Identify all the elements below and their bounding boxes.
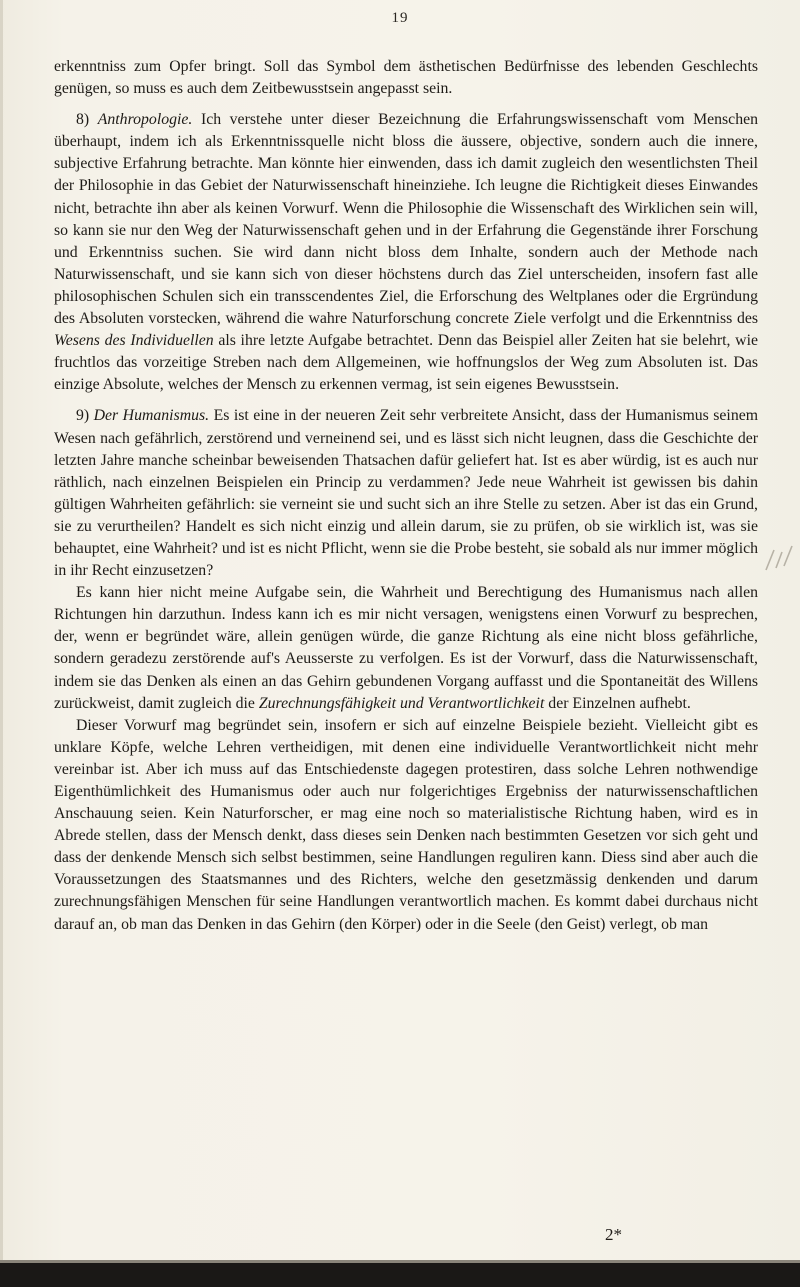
signature-mark: 2* [605,1225,622,1244]
page-edge-shadow [0,0,3,1287]
paragraph-section-9 [54,405,758,582]
paragraph-humanismus-task [54,582,758,715]
paragraph-section-8 [54,109,758,396]
humanismus-task-ending: der Einzelnen aufhebt. [548,694,691,712]
section-8-italic-phrase: Wesens des Individuellen [54,332,214,350]
section-8-lead: Ich verstehe unter dieser Bezeichnung die Erfahrungswissenschaft vom Menschen überhaupt, indem ich als Erkenntnissquelle nicht bloss [54,111,759,151]
page-number: 19 [391,10,409,26]
section-8-title: Anthropologie. [97,111,193,129]
body-text [54,56,758,936]
paragraph-intro: erkenntniss zum Opfer bringt. Soll das Symbol dem ästhetischen Bedürfnisse des lebenden Geschlechts genügen, so muss es auch dem Zeitbewusstsein angepasst sein. [54,58,758,98]
pencil-margin-mark [762,540,798,580]
section-9-number: 9) [76,407,90,425]
humanismus-task-body: Es kann hier nicht meine Aufgabe sein, die Wahrheit und Berechtigung des Humanismus nach allen Richtungen hin darzuthun. Indess kann ich es mir nicht versagen, wenigstens einen Vorwurf zu besprechen, der, wenn er begründet wäre, allein genügen würde, die ganze Richtung als eine nicht bloss gefährliche, sondern geradezu zerstörende auf's Aeusserste zu verfolgen. Es ist der Vorwurf, dass die Naturwissenschaft, indem sie das Denken als einen an das Gehirn gebundenen Vorgang auffasst und die Spontaneität des Willens zurückweist, damit zugleich die [54,584,758,712]
section-8-ending: als ihre letzte Aufgabe betrachtet. Denn das Beispiel aller Zeiten hat sie belehrt, wie fruchtlos das vorzeitige Streben nach dem Allgemeinen, wie hoffnungslos der Weg zum Absoluten ist. Das einzige Absolute, welches der Mensch zu erkennen vermag, ist sein eigenes Bewusstsein. [54,332,758,394]
section-9-title: Der Humanismus. [93,407,210,425]
section-8-number: 8) [76,111,90,129]
scan-bottom-edge [0,1263,800,1287]
paragraph-vorwurf: Dieser Vorwurf mag begründet sein, insofern er sich auf einzelne Beispiele bezieht. Vielleicht gibt es unklare Köpfe, welche Lehren vertheidigen, mit denen eine individuelle Verantwortlichkeit nicht mehr vereinbar ist. Aber ich muss auf das Entschiedenste dagegen protestiren, dass solche Lehren nothwendige Eigenthümlichkeit des Humanismus oder auch nur folgerichtiges Ergebniss der naturwissenschaftlichen Anschauung seien. Kein Naturforscher, er mag eine noch so materialistische Richtung haben, wird es in Abrede stellen, dass der Mensch denkt, dass dieses sein Denken nach bestimmten Gesetzen vor sich geht und dass der denkende Mensch sich selbst bestimmen, seine Handlungen reguliren kann. Diess sind aber auch die Voraussetzungen des Staatsmannes und des Richters, welche den gesetzmässig denkenden und darum zurechnungsfähigen Menschen für seine Handlungen verantwortlich machen. Es kommt dabei durchaus nicht darauf an, ob man das Denken in das Gehirn (den Körper) oder in die Seele (den Geist) verlegt, ob man [54,716,758,933]
section-8-body: die äussere, objective, sondern auch die innere, subjective Erfahrung betrachte. Man könnte hier einwenden, dass ich damit zugleich den wesentlichsten Theil der Philosophie in das Gebiet der Naturwissenschaft hineinziehe. Ich leugne die Richtigkeit dieses Einwandes nicht, betrachte ihn aber als keinen Vorwurf. Wenn die Philosophie die Wissenschaft des Wirklichen sein will, so kann sie nur den Weg der Naturwissenschaft gehen und in der Erfahrung die Gegenstände ihrer Forschung und Erkenntniss suchen. Sie wird dann nicht bloss dem Inhalte, sondern auch der Methode nach Naturwissenschaft, und sie kann sich von dieser höchstens durch das Ziel unterscheiden, insofern fast alle philosophischen Schulen sich ein transscendentes Ziel, die Erforschung des Weltplanes oder die Ergründung des Absoluten vorstecken, während die wahre Naturforschung concrete Ziele verfolgt und die Erkenntniss des [54,133,758,328]
section-9-body: Es ist eine in der neueren Zeit sehr verbreitete Ansicht, dass der Humanismus seinem Wesen nach gefährlich, zerstörend und verneinend sei, und es lässt sich nicht leugnen, dass die Geschichte der letzten Jahre manche scheinbar beweisenden Thatsachen dafür geliefert hat. Ist es aber würdig, ist es auch nur räthlich, nach einzelnen Beispielen ein Princip zu verdammen? Jede neue Wahrheit ist gewissen bis dahin gültigen Wahrheiten gefährlich: sie verneint sie und sucht sich an ihre Stelle zu setzen. Aber ist das ein Grund, sie zu verurtheilen? Handelt es sich nicht einzig und allein darum, sie zu prüfen, ob sie wirklich ist, was sie behauptet, eine Wahrheit? und ist es nicht Pflicht, wenn sie die Probe besteht, sie sobald als nur immer möglich in ihr Recht einzusetzen? [54,407,759,580]
humanismus-italic-phrase: Zurechnungsfähigkeit und Verantwortlichkeit [258,694,545,712]
